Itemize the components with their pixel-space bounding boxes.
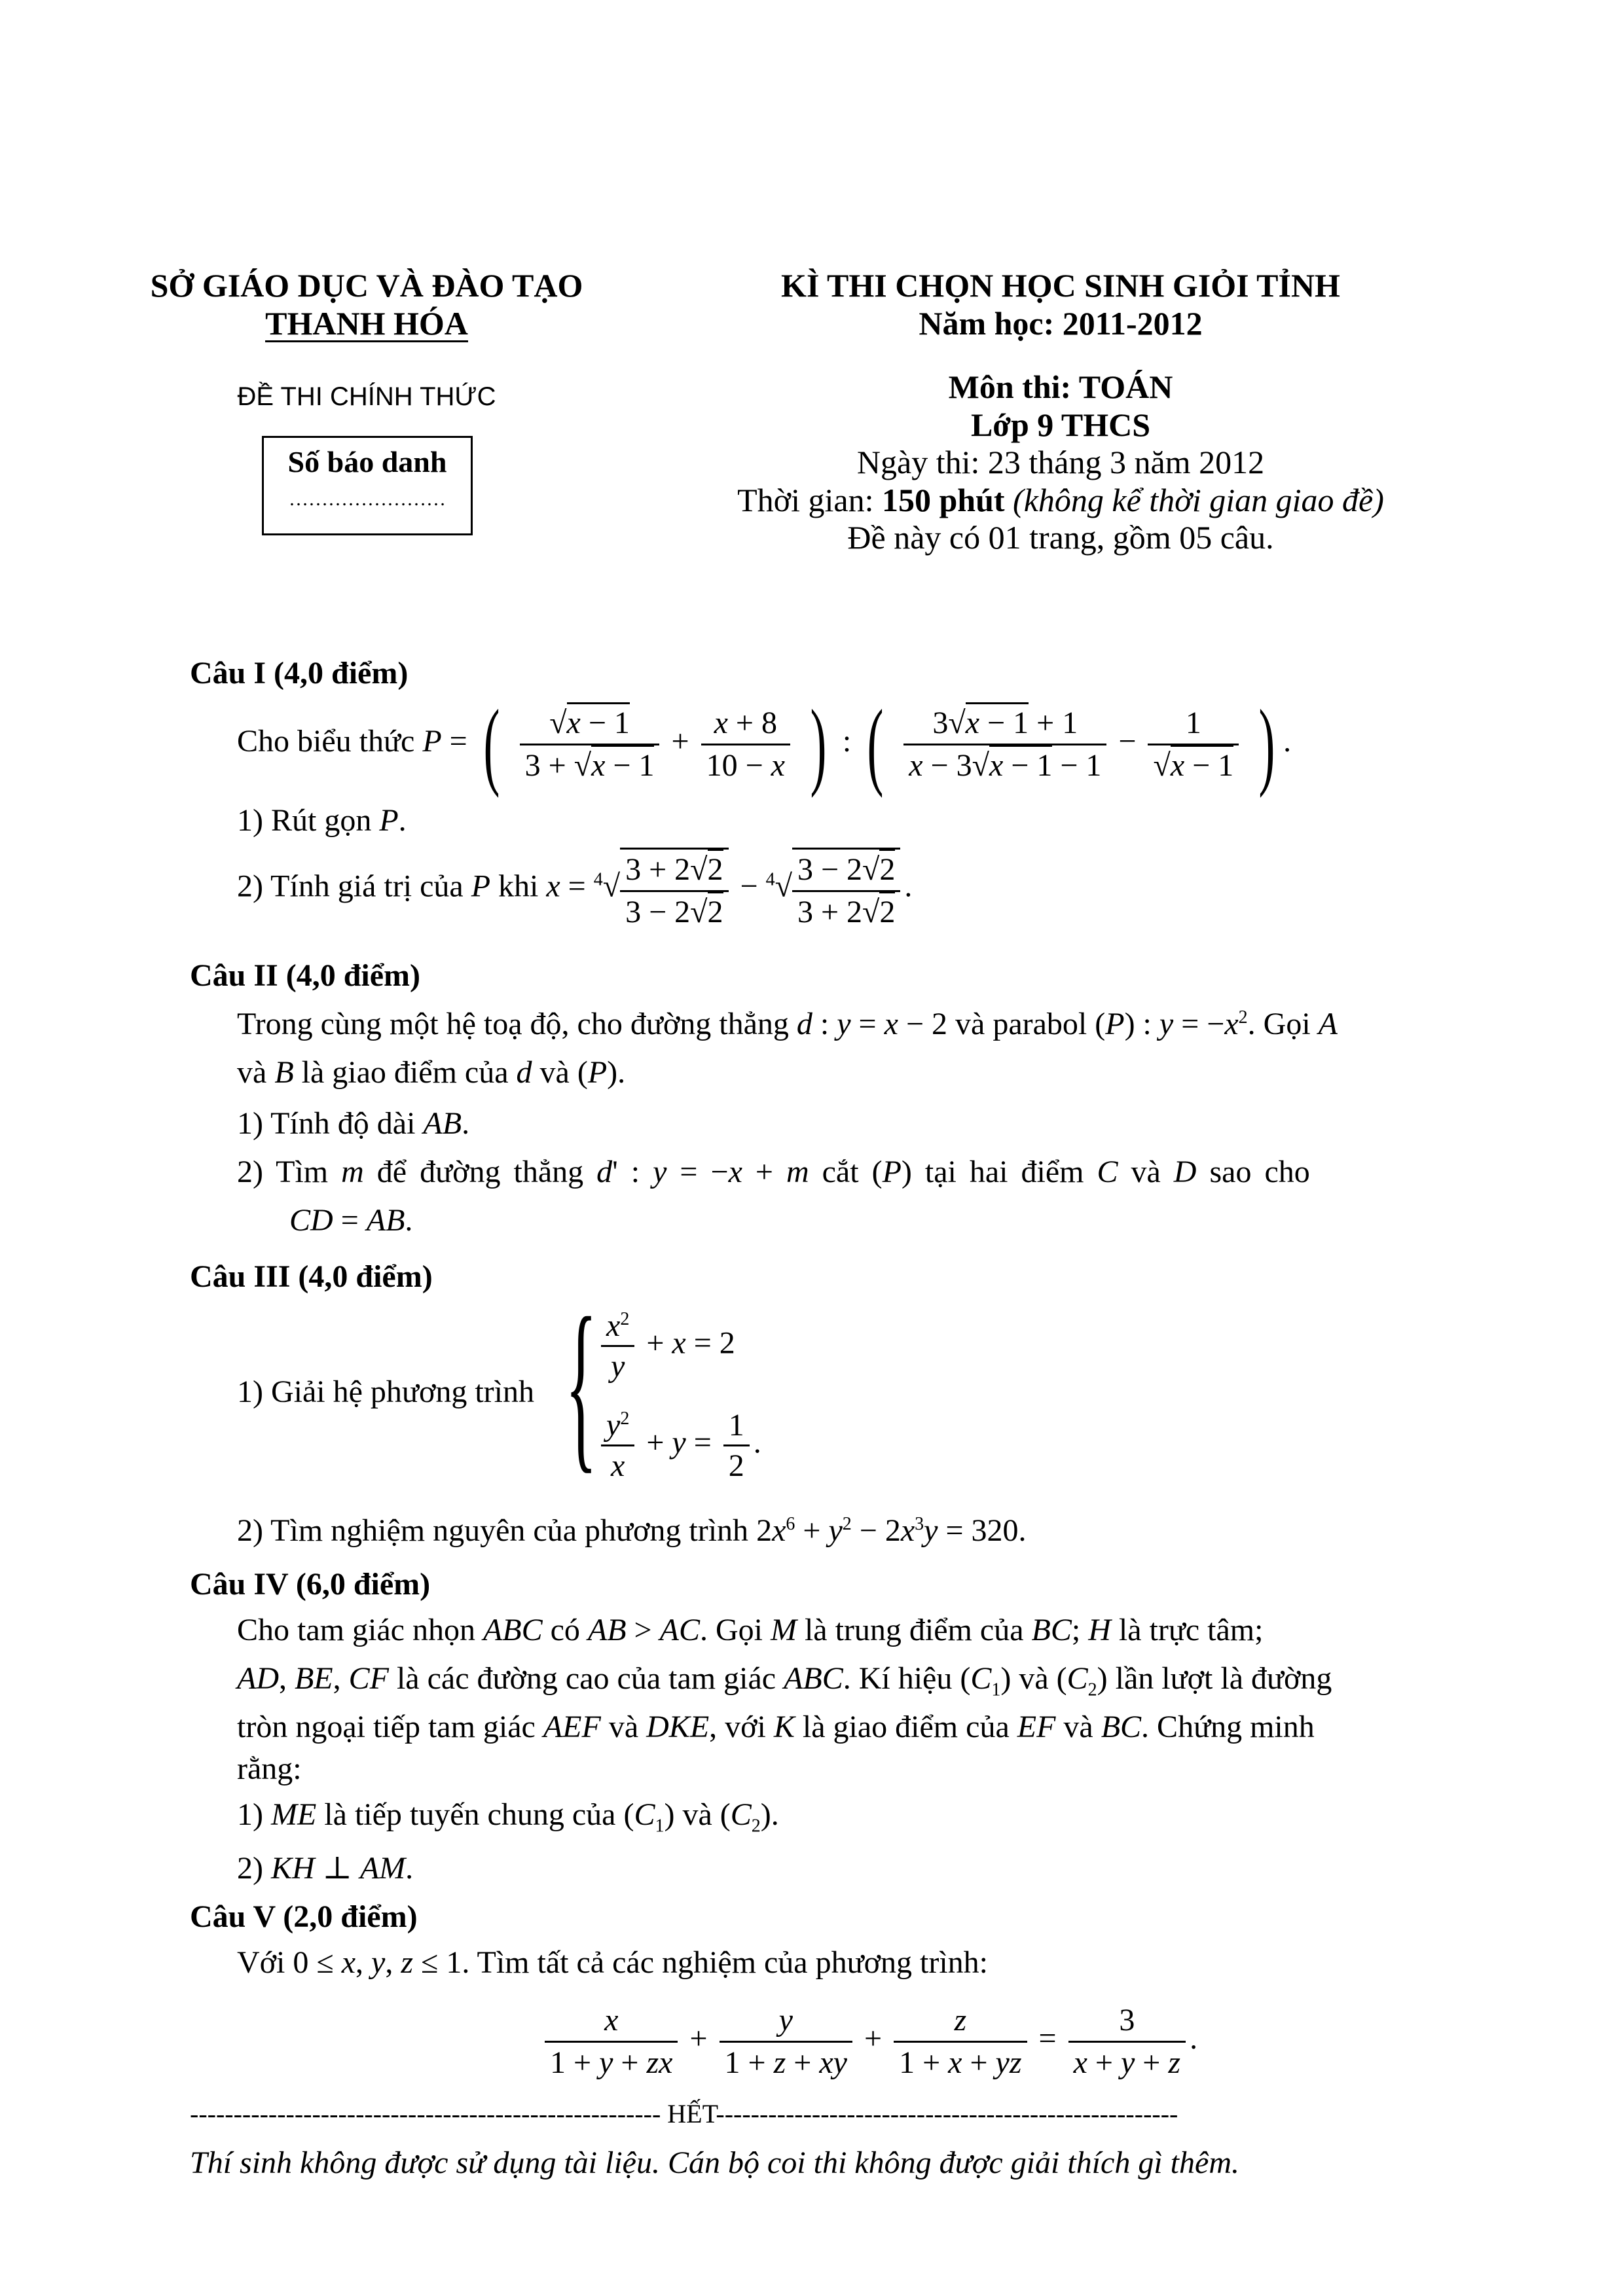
- q2-item1: 1) Tính độ dài AB.: [237, 1106, 470, 1141]
- q2-item2-cont: CD = AB.: [289, 1203, 413, 1238]
- q1-title: Câu I (4,0 điểm): [190, 656, 409, 691]
- exam-grade: Lớp 9 THCS: [970, 406, 1151, 443]
- candidate-number-box: [262, 436, 473, 535]
- q4-title: Câu IV (6,0 điểm): [190, 1567, 431, 1602]
- q4-line4: rằng:: [237, 1751, 302, 1786]
- q4-line2: AD, BE, CF là các đường cao của tam giác ABC. Kí hiệu $(C_1)$ và $(C_2)$ lần lượt là đường: [237, 1661, 1332, 1700]
- q1-item1: 1) Rút gọn P.: [237, 803, 407, 838]
- q4-item1: 1) ME là tiếp tuyến chung của $(C_1)$ và $(C_2)$.: [237, 1797, 779, 1837]
- exam-subject: Môn thi: TOÁN: [948, 368, 1173, 405]
- exam-year: Năm học: 2011-2012: [919, 304, 1203, 342]
- q4-line3: tròn ngoại tiếp tam giác AEF và DKE, với K là giao điểm của EF và BC. Chứng minh: [237, 1710, 1315, 1744]
- q3-system: { $\frac{x^2}{y}$ + x = 2 $\frac{y^2}{x}$ + y = $\frac{1}{2}$ .: [565, 1279, 761, 1489]
- q2-item2: 2) Tìm m để đường thẳng d' : y = −x + m cắt (P) tại hai điểm C và D sao cho: [237, 1155, 1310, 1189]
- q5-equation: $\frac{x}{1 + y + zx}$ + $\frac{y}{1 + z + xy}$ + $\frac{z}{1 + x + yz}$ = $\frac{3}{x + y + z}$ .: [541, 2001, 1197, 2081]
- candidate-number-dots: ……………………: [289, 488, 446, 510]
- dept-line1: SỞ GIÁO DỤC VÀ ĐÀO TẠO: [150, 267, 583, 304]
- exam-date: Ngày thi: 23 tháng 3 năm 2012: [856, 444, 1265, 480]
- official-label: ĐỀ THI CHÍNH THỨC: [237, 382, 496, 411]
- footer-note: Thí sinh không được sử dụng tài liệu. Cán bộ coi thi không được giải thích gì thêm.: [190, 2145, 1239, 2180]
- q2-line1: Trong cùng một hệ toạ độ, cho đường thẳng d : y = x − 2 và parabol (P) : $y = -x^2$. Gọi A: [237, 1007, 1338, 1041]
- q3-eq1: $\frac{x^2}{y}$ + x = 2: [601, 1308, 735, 1384]
- q1-item2: 2) Tính giá trị của P khi x = $^4$√ $\frac{3 + 2√2}{3 - 2√2}$ − $^4$√ $\frac{3 - 2√2}{3 + 2√2}$ .: [237, 848, 912, 931]
- exam-info: [668, 267, 1453, 557]
- q3-title: Câu III (4,0 điểm): [190, 1259, 433, 1294]
- exam-time: Thời gian: 150 phút (không kể thời gian giao đề): [737, 481, 1384, 518]
- q3-item1-label: 1) Giải hệ phương trình: [237, 1374, 534, 1409]
- dept-line2: THANH HÓA: [265, 304, 468, 342]
- q3-item2: 2) Tìm nghiệm nguyên của phương trình $2x^6 + y^2 - 2x^3y = 320$.: [237, 1513, 1027, 1548]
- candidate-number-label: Số báo danh: [287, 445, 447, 478]
- exam-title: KÌ THI CHỌN HỌC SINH GIỎI TỈNH: [781, 267, 1340, 304]
- q5-line1: Với 0 ≤ x, y, z ≤ 1. Tìm tất cả các nghiệm của phương trình:: [237, 1945, 988, 1980]
- q4-line1: Cho tam giác nhọn ABC có AB > AC. Gọi M là trung điểm của BC; H là trực tâm;: [237, 1613, 1264, 1647]
- q3-eq2: $\frac{y^2}{x}$ + y = $\frac{1}{2}$ .: [601, 1407, 761, 1484]
- q2-line2: và B là giao điểm của d và (P).: [237, 1055, 626, 1090]
- exam-pages: Đề này có 01 trang, gồm 05 câu.: [847, 519, 1274, 556]
- end-line: ------------------------------------------------------ HẾT-----------------------------------------------------: [190, 2099, 1178, 2128]
- q5-title: Câu V (2,0 điểm): [190, 1899, 418, 1934]
- department-name: [118, 267, 615, 342]
- q4-item2: 2) KH ⊥ AM.: [237, 1851, 414, 1886]
- q1-expression: Cho biểu thức P = ( $\frac{√x - 1}{3 + √x - 1}$ + $\frac{x + 8}{10 - x}$ ) : ( $\frac{3√x - 1 + 1}{x - 3√x - 1 - 1}$ − $\frac{1}{√x - 1}$ ) .: [237, 690, 1292, 798]
- q2-title: Câu II (4,0 điểm): [190, 958, 421, 993]
